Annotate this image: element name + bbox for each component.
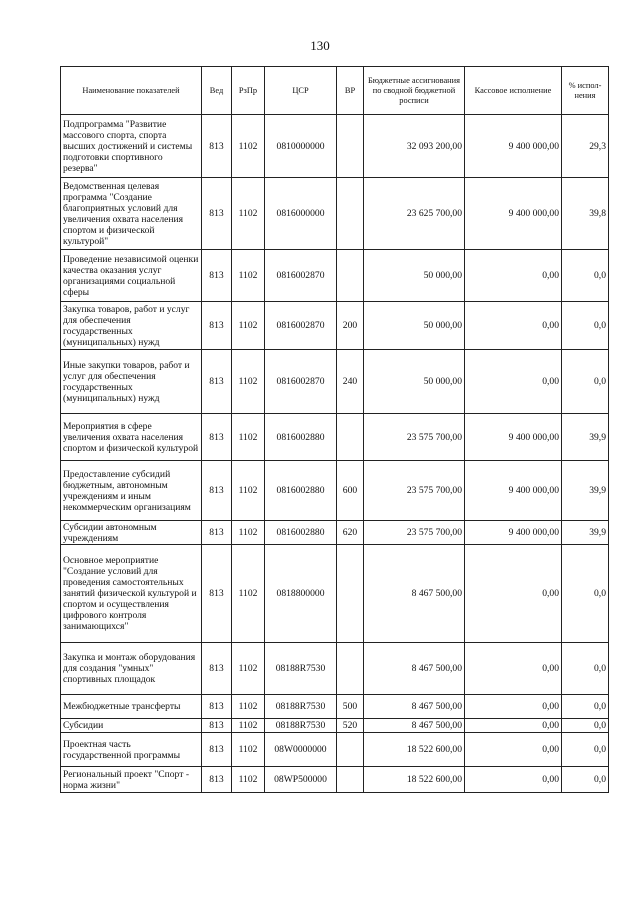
row-rzpr: 1102 [232,719,265,733]
row-rzpr: 1102 [232,350,265,414]
row-vr: 500 [337,695,364,719]
row-rzpr: 1102 [232,414,265,461]
table-header-row [61,67,609,115]
row-vr [337,733,364,767]
table-row [61,545,609,643]
row-assignments: 8 467 500,00 [364,545,465,643]
row-rzpr: 1102 [232,178,265,250]
row-csr: 0816002870 [265,302,337,350]
row-rzpr: 1102 [232,521,265,545]
row-ved: 813 [202,521,232,545]
row-csr: 0818800000 [265,545,337,643]
row-csr: 08WP500000 [265,767,337,793]
row-execution-percent: 0,0 [562,695,609,719]
header-ved: Вед [202,67,232,115]
row-execution-percent: 39,9 [562,461,609,521]
row-csr: 08W0000000 [265,733,337,767]
header-cash-execution: Кассовое исполнение [465,67,562,115]
row-cash-execution: 0,00 [465,545,562,643]
row-execution-percent: 0,0 [562,719,609,733]
row-rzpr: 1102 [232,767,265,793]
table-row [61,719,609,733]
row-cash-execution: 0,00 [465,250,562,302]
row-ved: 813 [202,302,232,350]
row-assignments: 23 625 700,00 [364,178,465,250]
row-cash-execution: 0,00 [465,719,562,733]
header-execution-percent: % испол-нения [562,67,609,115]
row-execution-percent: 0,0 [562,545,609,643]
row-assignments: 32 093 200,00 [364,115,465,178]
row-name: Субсидии [61,719,202,733]
row-ved: 813 [202,350,232,414]
row-ved: 813 [202,461,232,521]
row-cash-execution: 9 400 000,00 [465,414,562,461]
row-cash-execution: 0,00 [465,767,562,793]
row-execution-percent: 0,0 [562,643,609,695]
row-execution-percent: 0,0 [562,767,609,793]
row-vr: 600 [337,461,364,521]
row-vr [337,250,364,302]
row-rzpr: 1102 [232,545,265,643]
row-assignments: 50 000,00 [364,350,465,414]
row-name: Ведомственная целевая программа "Создание благоприятных условий для увеличения охвата населения спортом и физической культурой" [61,178,202,250]
row-vr [337,643,364,695]
row-ved: 813 [202,250,232,302]
row-csr: 0816002880 [265,414,337,461]
row-assignments: 50 000,00 [364,250,465,302]
row-name: Проведение независимой оценки качества оказания услуг организациями социальной сферы [61,250,202,302]
table-row [61,414,609,461]
header-rzpr: РзПр [232,67,265,115]
row-csr: 0816000000 [265,178,337,250]
row-cash-execution: 9 400 000,00 [465,461,562,521]
table-row [61,250,609,302]
row-execution-percent: 29,3 [562,115,609,178]
table-row [61,521,609,545]
row-assignments: 8 467 500,00 [364,695,465,719]
row-ved: 813 [202,767,232,793]
row-cash-execution: 0,00 [465,733,562,767]
row-execution-percent: 0,0 [562,350,609,414]
row-rzpr: 1102 [232,695,265,719]
row-assignments: 18 522 600,00 [364,767,465,793]
row-assignments: 23 575 700,00 [364,414,465,461]
header-assignments: Бюджетные ассигнования по сводной бюджетной росписи [364,67,465,115]
table-row [61,115,609,178]
row-rzpr: 1102 [232,461,265,521]
row-vr: 240 [337,350,364,414]
row-name: Региональный проект "Спорт - норма жизни" [61,767,202,793]
table-row [61,178,609,250]
row-cash-execution: 0,00 [465,695,562,719]
row-execution-percent: 39,9 [562,414,609,461]
row-ved: 813 [202,733,232,767]
row-name: Подпрограмма "Развитие массового спорта, спорта высших достижений и системы подготовки спортивного резерва" [61,115,202,178]
page-number: 130 [310,38,330,53]
table-row [61,350,609,414]
row-name: Закупка и монтаж оборудования для создания "умных" спортивных площадок [61,643,202,695]
row-vr [337,545,364,643]
row-cash-execution: 0,00 [465,643,562,695]
row-csr: 0816002880 [265,461,337,521]
row-ved: 813 [202,115,232,178]
row-rzpr: 1102 [232,733,265,767]
row-rzpr: 1102 [232,643,265,695]
row-ved: 813 [202,695,232,719]
row-ved: 813 [202,414,232,461]
row-vr [337,178,364,250]
row-cash-execution: 0,00 [465,302,562,350]
row-csr: 08188R7530 [265,695,337,719]
table-row [61,733,609,767]
row-ved: 813 [202,178,232,250]
row-vr: 200 [337,302,364,350]
row-csr: 0816002880 [265,521,337,545]
table-row [61,767,609,793]
row-assignments: 18 522 600,00 [364,733,465,767]
budget-table [60,66,609,793]
row-vr: 620 [337,521,364,545]
row-name: Основное мероприятие "Создание условий для проведения самостоятельных занятий физической культурой и спортом и осуществления цифрового контроля занимающихся" [61,545,202,643]
row-rzpr: 1102 [232,115,265,178]
row-csr: 0810000000 [265,115,337,178]
row-cash-execution: 0,00 [465,350,562,414]
row-name: Субсидии автономным учреждениям [61,521,202,545]
row-ved: 813 [202,545,232,643]
row-assignments: 8 467 500,00 [364,643,465,695]
row-csr: 08188R7530 [265,643,337,695]
row-vr [337,414,364,461]
row-ved: 813 [202,719,232,733]
row-csr: 0816002870 [265,350,337,414]
row-execution-percent: 0,0 [562,250,609,302]
row-execution-percent: 39,8 [562,178,609,250]
header-name: Наименование показателей [61,67,202,115]
row-assignments: 50 000,00 [364,302,465,350]
row-vr: 520 [337,719,364,733]
row-name: Предоставление субсидий бюджетным, автономным учреждениям и иным некоммерческим организациям [61,461,202,521]
row-name: Закупка товаров, работ и услуг для обеспечения государственных (муниципальных) нужд [61,302,202,350]
row-csr: 08188R7530 [265,719,337,733]
table-row [61,302,609,350]
row-rzpr: 1102 [232,250,265,302]
row-cash-execution: 9 400 000,00 [465,521,562,545]
row-execution-percent: 0,0 [562,733,609,767]
row-execution-percent: 0,0 [562,302,609,350]
row-name: Мероприятия в сфере увеличения охвата населения спортом и физической культурой [61,414,202,461]
header-vr: ВР [337,67,364,115]
row-execution-percent: 39,9 [562,521,609,545]
table-row [61,461,609,521]
row-name: Межбюджетные трансферты [61,695,202,719]
table-row [61,695,609,719]
row-cash-execution: 9 400 000,00 [465,115,562,178]
row-ved: 813 [202,643,232,695]
row-assignments: 8 467 500,00 [364,719,465,733]
row-csr: 0816002870 [265,250,337,302]
row-name: Иные закупки товаров, работ и услуг для обеспечения государственных (муниципальных) нужд [61,350,202,414]
row-vr [337,767,364,793]
row-assignments: 23 575 700,00 [364,521,465,545]
table-row [61,643,609,695]
row-name: Проектная часть государственной программы [61,733,202,767]
row-vr [337,115,364,178]
row-rzpr: 1102 [232,302,265,350]
header-csr: ЦСР [265,67,337,115]
table-body [61,115,609,793]
row-assignments: 23 575 700,00 [364,461,465,521]
row-cash-execution: 9 400 000,00 [465,178,562,250]
